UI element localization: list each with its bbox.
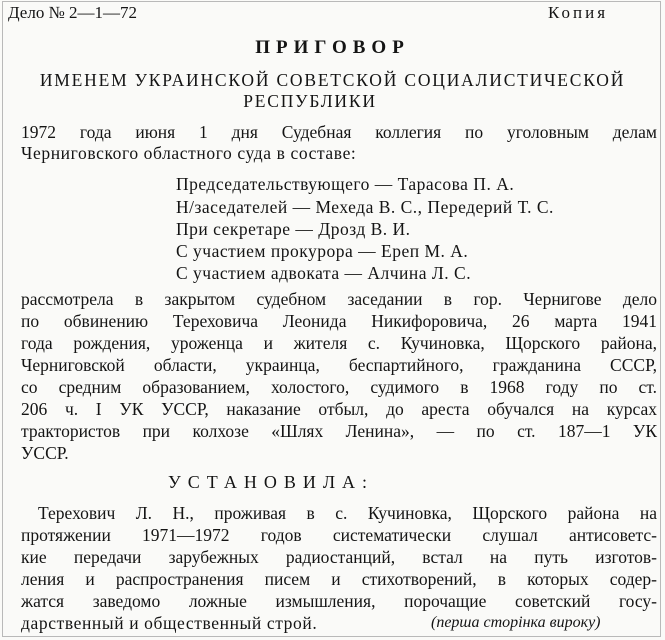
document-subtitle-line-1: ИМЕНЕМ УКРАИНСКОЙ СОВЕТСКОЙ СОЦИАЛИСТИЧЕСКОЙ: [39, 70, 626, 90]
section-heading: УСТАНОВИЛА:: [168, 472, 375, 492]
copy-mark: Копия: [548, 3, 609, 22]
composition-advocate: С участием адвоката — Алчина Л. С.: [176, 263, 472, 283]
findings-line-6: дарственный и общественный строй.: [21, 613, 318, 633]
intro-line-2: Черниговского областного суда в составе:: [21, 143, 357, 163]
document-subtitle-line-2: РЕСПУБЛИКИ: [243, 91, 377, 111]
body-line-7: трактористов при колхозе «Шлях Ленина», — по ст. 187—1 УК: [21, 421, 657, 441]
findings-line-1: Терехович Л. Н., проживая в с. Кучиновка, Щорского района на: [38, 503, 657, 523]
composition-assessors: Н/заседателей — Мехеда В. С., Передерий Т. С.: [176, 197, 554, 217]
intro-line-1: 1972 года июня 1 дня Судебная коллегия по уголовным делам: [21, 122, 657, 142]
body-line-5: со средним образованием, холостого, судимого в 1968 году по ст.: [21, 377, 657, 397]
body-line-3: года рождения, уроженца и жителя с. Кучиновка, Щорского района,: [21, 333, 657, 353]
body-line-8: УССР.: [21, 443, 69, 463]
composition-prosecutor: С участием прокурора — Ереп М. А.: [176, 241, 469, 261]
body-line-4: Черниговской области, украинца, беспартийного, гражданина СССР,: [21, 355, 657, 375]
body-line-2: по обвинению Тереховича Леонида Никифоровича, 26 марта 1941: [21, 311, 657, 331]
findings-line-4: ления и распространения писем и стихотворений, в которых содер-: [21, 569, 657, 589]
document-title: ПРИГОВОР: [255, 37, 410, 58]
composition-secretary: При секретаре — Дрозд В. И.: [176, 219, 411, 239]
composition-chair: Председательствующего — Тарасова П. А.: [176, 174, 515, 194]
page-caption: (перша сторінка вироку): [431, 614, 601, 631]
findings-line-2: протяжении 1971—1972 годов систематически слушал антисоветс-: [21, 525, 657, 545]
body-line-6: 206 ч. I УК УССР, наказание отбыл, до ареста обучался на курсах: [21, 399, 657, 419]
body-line-1: рассмотрела в закрытом судебном заседании в гор. Чернигове дело: [21, 289, 657, 309]
findings-line-3: кие передачи зарубежных радиостанций, встал на путь изготов-: [21, 547, 657, 567]
findings-line-5: жатся заведомо ложные измышления, порочащие советский госу-: [21, 591, 657, 611]
case-number: Дело № 2—1—72: [8, 3, 138, 22]
